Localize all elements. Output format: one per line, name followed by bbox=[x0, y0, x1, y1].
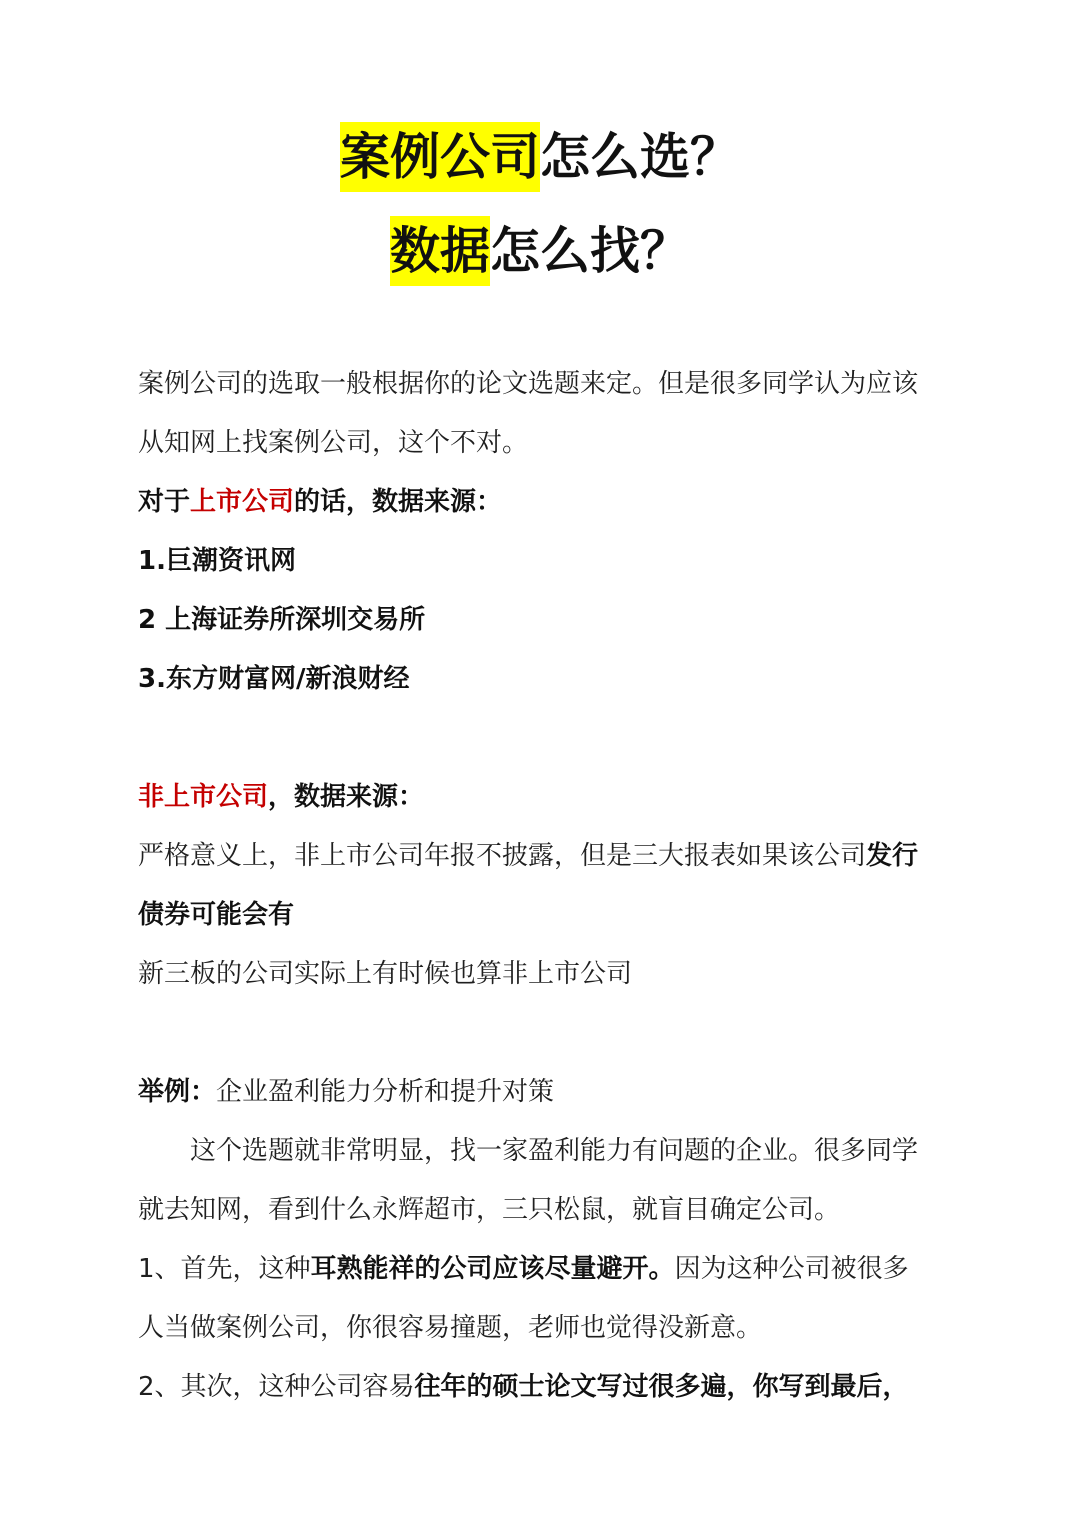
example-para-line-1: 这个选题就非常明显，找一家盈利能力有问题的企业。很多同学 bbox=[190, 1136, 919, 1166]
listed-source-3: 3.东方财富网/新浪财经 bbox=[138, 664, 410, 694]
unlisted-desc-line-1 bbox=[138, 827, 938, 886]
title-highlight-data: 数据 bbox=[390, 216, 490, 286]
example-topic: 企业盈利能力分析和提升对策 bbox=[216, 1077, 555, 1107]
point2-a: 2、其次，这种公司容易 bbox=[138, 1372, 415, 1402]
spacer bbox=[138, 709, 938, 768]
listed-prefix: 对于 bbox=[138, 487, 191, 517]
example-point-1-line-2: 人当做案例公司，你很容易撞题，老师也觉得没新意。 bbox=[138, 1313, 763, 1343]
listed-suffix: 的话，数据来源： bbox=[294, 487, 503, 517]
example-point-1 bbox=[138, 1240, 938, 1299]
listed-heading bbox=[138, 473, 938, 532]
unlisted-highlight: 非上市公司 bbox=[138, 782, 269, 812]
point1-b: 耳熟能祥的公司应该尽量避开。 bbox=[310, 1254, 675, 1284]
point1-a: 1、首先，这种 bbox=[138, 1254, 311, 1284]
point1-c: 因为这种公司被很多 bbox=[674, 1254, 909, 1284]
unlisted-suffix: ，数据来源： bbox=[268, 782, 425, 812]
title-block bbox=[0, 110, 1080, 298]
unlisted-desc-line-2: 债券可能会有 bbox=[138, 900, 295, 930]
title-line-1 bbox=[0, 110, 1080, 204]
unlisted-desc-line-3: 新三板的公司实际上有时候也算非上市公司 bbox=[138, 959, 633, 989]
point2-b: 往年的硕士论文写过很多遍，你写到最后， bbox=[414, 1372, 909, 1402]
example-heading bbox=[138, 1063, 938, 1122]
title-highlight-case-company: 案例公司 bbox=[340, 122, 540, 192]
title-rest-2: 怎么找？ bbox=[490, 222, 690, 280]
listed-source-2: 2 上海证券所深圳交易所 bbox=[138, 605, 426, 635]
intro-line-2: 从知网上找案例公司，这个不对。 bbox=[138, 428, 529, 458]
unlisted-heading bbox=[138, 768, 938, 827]
unlisted-desc-bold: 发行 bbox=[866, 841, 919, 871]
title-rest-1: 怎么选？ bbox=[540, 128, 740, 186]
example-point-2 bbox=[138, 1358, 938, 1417]
intro-line-1: 案例公司的选取一般根据你的论文选题来定。但是很多同学认为应该 bbox=[138, 369, 919, 399]
listed-source-1: 1.巨潮资讯网 bbox=[138, 546, 296, 576]
example-para-line-2: 就去知网，看到什么永辉超市，三只松鼠，就盲目确定公司。 bbox=[138, 1195, 841, 1225]
spacer bbox=[138, 1004, 938, 1063]
example-label: 举例： bbox=[138, 1077, 217, 1107]
title-line-2 bbox=[0, 204, 1080, 298]
article-body bbox=[138, 355, 938, 1417]
unlisted-desc-normal: 严格意义上，非上市公司年报不披露，但是三大报表如果该公司 bbox=[138, 841, 867, 871]
listed-highlight: 上市公司 bbox=[190, 487, 295, 517]
